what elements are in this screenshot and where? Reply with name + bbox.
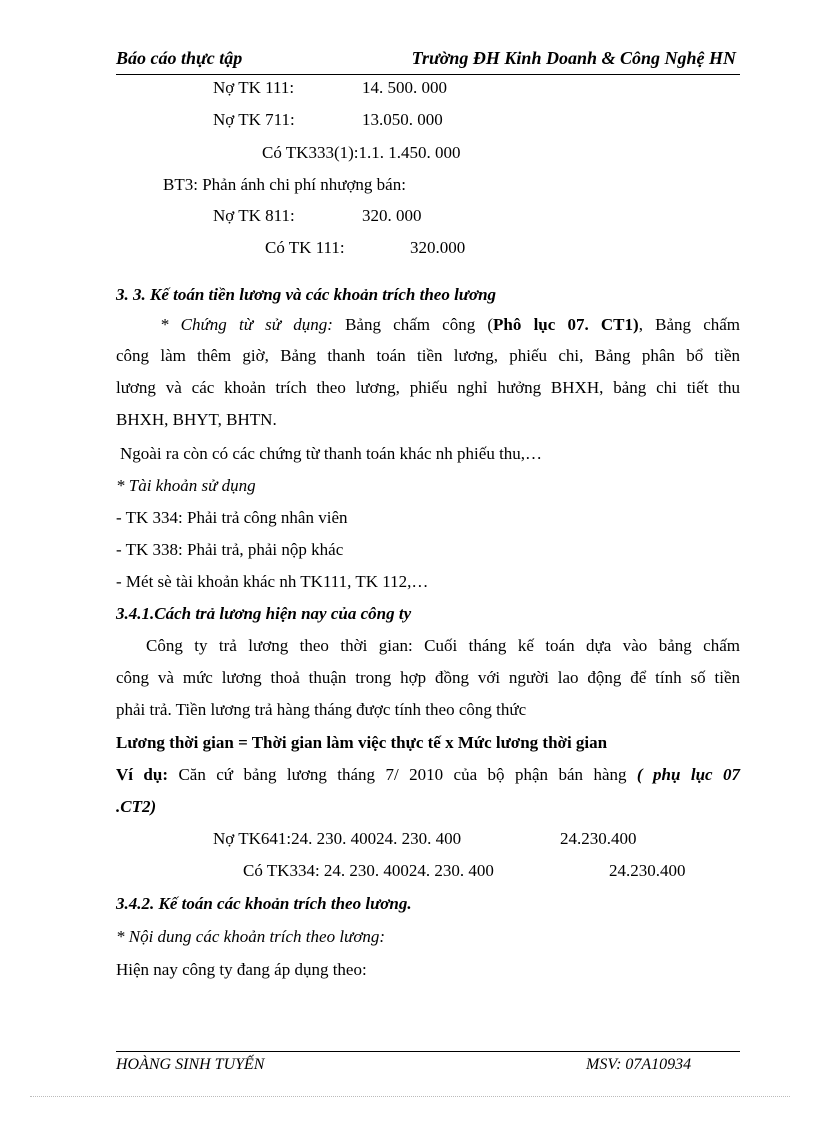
- paragraph-cach-tra-line-2: công và mức lương thoả thuận trong hợp đồng với người lao động để tính số tiền: [116, 668, 740, 687]
- entry-no-811-value: 320. 000: [362, 206, 422, 225]
- example-line: [116, 765, 740, 785]
- entry-co-334: Có TK334: 24. 230. 40024. 230. 400: [243, 861, 494, 880]
- accounts-heading: * Tài khoản sử dụng: [116, 476, 256, 495]
- footer-divider: [116, 1051, 740, 1052]
- account-item-338: - TK 338: Phải trả, phải nộp khác: [116, 540, 344, 559]
- example-label: Ví dụ:: [116, 765, 168, 784]
- chung-tu-appendix-ref: Phô lục 07. CT1): [493, 315, 639, 334]
- entry-bt3: BT3: Phản ánh chi phí nhượng bán:: [163, 175, 406, 194]
- example-text: Căn cứ bảng lương tháng 7/ 2010 của bộ phận bán hàng: [178, 765, 627, 784]
- entry-no-111-value: 14. 500. 000: [362, 78, 447, 97]
- section-3-3-heading: 3. 3. Kế toán tiền lương và các khoản trích theo lương: [116, 285, 497, 304]
- entry-co-334-total: 24.230.400: [609, 861, 686, 880]
- example-appendix-ref-cont: .CT2): [116, 797, 157, 816]
- section-3-4-2-heading: 3.4.2. Kế toán các khoản trích theo lương.: [116, 894, 412, 913]
- footer-author-name: HOÀNG SINH TUYẾN: [116, 1056, 265, 1073]
- paragraph-chung-tu-line-2: công làm thêm giờ, Bảng thanh toán tiền lương, phiếu chi, Bảng phân bổ tiền: [116, 346, 740, 365]
- entry-no-711-label: Nợ TK 711:: [213, 110, 295, 129]
- entry-no-641-total: 24.230.400: [560, 829, 637, 848]
- chung-tu-text-c: , Bảng chấm: [638, 315, 741, 334]
- page-bottom-edge: [30, 1096, 790, 1097]
- chung-tu-text-a: Bảng chấm công (: [345, 315, 494, 334]
- paragraph-chung-tu-line-3: lương và các khoản trích theo lương, phiếu nghỉ hưởng BHXH, bảng chi tiết thu: [116, 378, 740, 397]
- entry-no-711-value: 13.050. 000: [362, 110, 443, 129]
- section-3-4-2-text: Hiện nay công ty đang áp dụng theo:: [116, 960, 367, 979]
- account-item-other: - Mét sè tài khoản khác nh TK111, TK 112,…: [116, 572, 429, 591]
- header-report-title: Báo cáo thực tập: [116, 48, 243, 68]
- paragraph-cach-tra-line-1: Công ty trả lương theo thời gian: Cuối tháng kế toán dựa vào bảng chấm: [146, 636, 740, 655]
- chung-tu-label: * Chứng từ sử dụng:: [160, 315, 333, 334]
- page-header: [116, 46, 740, 75]
- section-3-4-2-subheading: * Nội dung các khoản trích theo lương:: [116, 927, 386, 946]
- paragraph-cach-tra-line-3: phải trả. Tiền lương trả hàng tháng được tính theo công thức: [116, 700, 527, 719]
- example-appendix-ref: ( phụ lục 07: [636, 765, 741, 784]
- paragraph-ngoai-ra: Ngoài ra còn có các chứng từ thanh toán khác nh phiếu thu,…: [120, 444, 543, 463]
- section-3-4-1-heading: 3.4.1.Cách trả lương hiện nay của công ty: [116, 604, 412, 623]
- entry-co-111-label: Có TK 111:: [265, 238, 345, 257]
- entry-no-641: Nợ TK641:24. 230. 40024. 230. 400: [213, 829, 462, 848]
- entry-co-111-value: 320.000: [410, 238, 466, 257]
- entry-no-111-label: Nợ TK 111:: [213, 78, 295, 97]
- account-item-334: - TK 334: Phải trả công nhân viên: [116, 508, 348, 527]
- entry-no-811-label: Nợ TK 811:: [213, 206, 295, 225]
- paragraph-chung-tu-line-1: [160, 315, 740, 335]
- salary-formula: Lương thời gian = Thời gian làm việc thực tế x Mức lương thời gian: [116, 733, 608, 752]
- entry-co-333: Có TK333(1):1.1. 1.450. 000: [262, 143, 461, 162]
- header-university: Trường ĐH Kinh Doanh & Công Nghệ HN: [411, 48, 736, 68]
- footer-student-id: MSV: 07A10934: [586, 1056, 692, 1073]
- paragraph-chung-tu-line-4: BHXH, BHYT, BHTN.: [116, 410, 277, 429]
